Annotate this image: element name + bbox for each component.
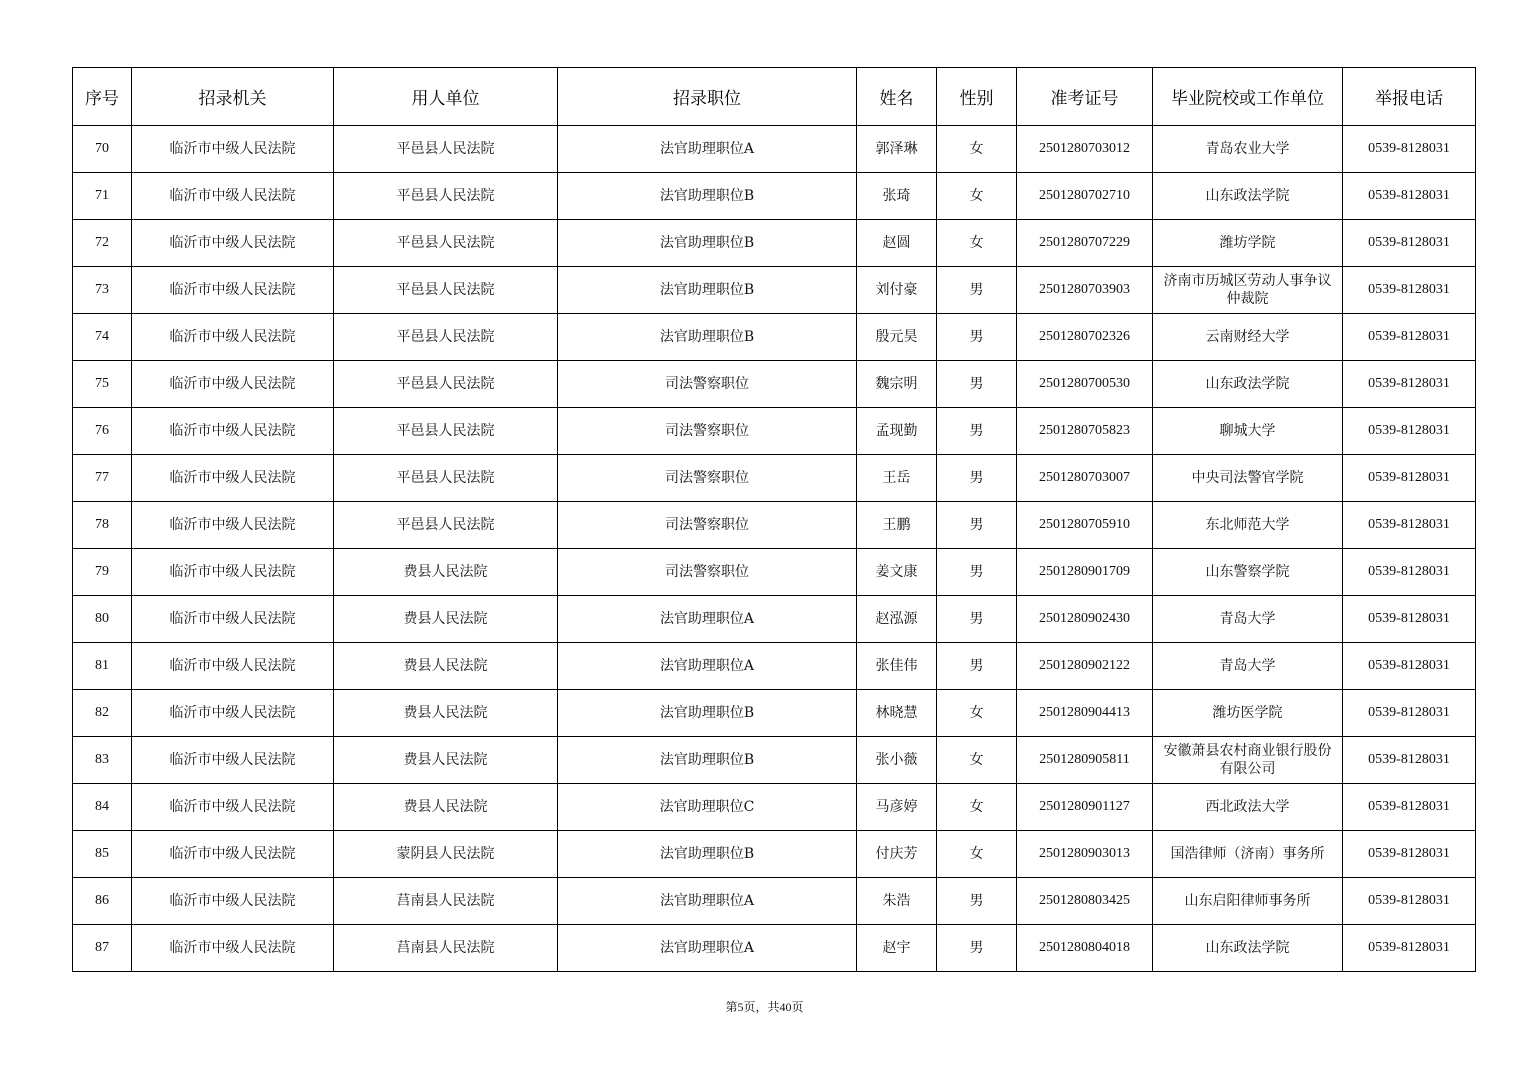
cell-school: 青岛大学 — [1153, 643, 1343, 690]
cell-name: 殷元昊 — [857, 314, 937, 361]
cell-employer: 费县人民法院 — [334, 737, 558, 784]
cell-phone: 0539-8128031 — [1343, 596, 1476, 643]
cell-school: 国浩律师（济南）事务所 — [1153, 831, 1343, 878]
cell-agency: 临沂市中级人民法院 — [132, 314, 334, 361]
cell-gender: 男 — [937, 643, 1017, 690]
cell-exam-id: 2501280700530 — [1017, 361, 1153, 408]
cell-exam-id: 2501280703903 — [1017, 267, 1153, 314]
table-row — [73, 361, 1476, 408]
cell-name: 马彦婷 — [857, 784, 937, 831]
cell-position: 法官助理职位A — [558, 643, 857, 690]
cell-phone: 0539-8128031 — [1343, 220, 1476, 267]
cell-school: 潍坊学院 — [1153, 220, 1343, 267]
cell-seq: 82 — [73, 690, 132, 737]
table-row — [73, 173, 1476, 220]
table-body — [73, 126, 1476, 972]
cell-exam-id: 2501280703007 — [1017, 455, 1153, 502]
cell-school: 安徽萧县农村商业银行股份有限公司 — [1153, 737, 1343, 784]
table-row — [73, 455, 1476, 502]
cell-school: 西北政法大学 — [1153, 784, 1343, 831]
cell-agency: 临沂市中级人民法院 — [132, 267, 334, 314]
cell-employer: 费县人民法院 — [334, 784, 558, 831]
cell-agency: 临沂市中级人民法院 — [132, 925, 334, 972]
cell-seq: 86 — [73, 878, 132, 925]
cell-agency: 临沂市中级人民法院 — [132, 408, 334, 455]
header-recruiting-agency: 招录机关 — [132, 68, 334, 126]
cell-gender: 男 — [937, 408, 1017, 455]
cell-agency: 临沂市中级人民法院 — [132, 690, 334, 737]
cell-gender: 男 — [937, 502, 1017, 549]
cell-gender: 男 — [937, 455, 1017, 502]
cell-phone: 0539-8128031 — [1343, 267, 1476, 314]
cell-phone: 0539-8128031 — [1343, 690, 1476, 737]
cell-agency: 临沂市中级人民法院 — [132, 455, 334, 502]
cell-gender: 女 — [937, 831, 1017, 878]
cell-name: 刘付豪 — [857, 267, 937, 314]
cell-position: 法官助理职位B — [558, 314, 857, 361]
cell-position: 法官助理职位A — [558, 925, 857, 972]
cell-gender: 男 — [937, 925, 1017, 972]
header-gender: 性别 — [937, 68, 1017, 126]
cell-seq: 72 — [73, 220, 132, 267]
page-footer: 第5页，共40页 — [725, 1000, 804, 1014]
cell-position: 司法警察职位 — [558, 455, 857, 502]
cell-position: 法官助理职位A — [558, 596, 857, 643]
table-row — [73, 925, 1476, 972]
table-row — [73, 220, 1476, 267]
cell-phone: 0539-8128031 — [1343, 408, 1476, 455]
cell-position: 法官助理职位C — [558, 784, 857, 831]
table-row — [73, 126, 1476, 173]
cell-exam-id: 2501280902122 — [1017, 643, 1153, 690]
cell-position: 法官助理职位B — [558, 267, 857, 314]
cell-seq: 87 — [73, 925, 132, 972]
cell-gender: 男 — [937, 267, 1017, 314]
cell-school: 青岛农业大学 — [1153, 126, 1343, 173]
cell-phone: 0539-8128031 — [1343, 455, 1476, 502]
cell-name: 赵圆 — [857, 220, 937, 267]
cell-school: 东北师范大学 — [1153, 502, 1343, 549]
cell-exam-id: 2501280702326 — [1017, 314, 1153, 361]
cell-name: 张琦 — [857, 173, 937, 220]
cell-gender: 男 — [937, 314, 1017, 361]
cell-seq: 81 — [73, 643, 132, 690]
cell-employer: 平邑县人民法院 — [334, 314, 558, 361]
header-seq: 序号 — [73, 68, 132, 126]
cell-school: 青岛大学 — [1153, 596, 1343, 643]
cell-agency: 临沂市中级人民法院 — [132, 596, 334, 643]
cell-employer: 费县人民法院 — [334, 643, 558, 690]
cell-phone: 0539-8128031 — [1343, 502, 1476, 549]
cell-seq: 70 — [73, 126, 132, 173]
cell-school: 山东警察学院 — [1153, 549, 1343, 596]
cell-agency: 临沂市中级人民法院 — [132, 784, 334, 831]
table-row — [73, 643, 1476, 690]
cell-name: 付庆芳 — [857, 831, 937, 878]
cell-phone: 0539-8128031 — [1343, 878, 1476, 925]
table-row — [73, 784, 1476, 831]
cell-exam-id: 2501280804018 — [1017, 925, 1153, 972]
cell-phone: 0539-8128031 — [1343, 549, 1476, 596]
cell-position: 法官助理职位B — [558, 220, 857, 267]
table-row — [73, 737, 1476, 784]
cell-school: 中央司法警官学院 — [1153, 455, 1343, 502]
cell-name: 林晓慧 — [857, 690, 937, 737]
cell-name: 孟现勤 — [857, 408, 937, 455]
cell-agency: 临沂市中级人民法院 — [132, 126, 334, 173]
cell-position: 法官助理职位B — [558, 737, 857, 784]
cell-employer: 费县人民法院 — [334, 596, 558, 643]
cell-exam-id: 2501280705910 — [1017, 502, 1153, 549]
cell-school: 云南财经大学 — [1153, 314, 1343, 361]
table-header-row — [73, 68, 1476, 126]
cell-seq: 84 — [73, 784, 132, 831]
cell-school: 潍坊医学院 — [1153, 690, 1343, 737]
cell-gender: 女 — [937, 784, 1017, 831]
header-school-or-workplace: 毕业院校或工作单位 — [1153, 68, 1343, 126]
cell-exam-id: 2501280901709 — [1017, 549, 1153, 596]
cell-seq: 73 — [73, 267, 132, 314]
cell-school: 山东启阳律师事务所 — [1153, 878, 1343, 925]
cell-phone: 0539-8128031 — [1343, 173, 1476, 220]
cell-school: 济南市历城区劳动人事争议仲裁院 — [1153, 267, 1343, 314]
cell-seq: 83 — [73, 737, 132, 784]
cell-exam-id: 2501280901127 — [1017, 784, 1153, 831]
cell-position: 法官助理职位A — [558, 126, 857, 173]
cell-gender: 女 — [937, 126, 1017, 173]
cell-exam-id: 2501280903013 — [1017, 831, 1153, 878]
cell-seq: 75 — [73, 361, 132, 408]
cell-employer: 莒南县人民法院 — [334, 878, 558, 925]
cell-position: 司法警察职位 — [558, 502, 857, 549]
table-row — [73, 267, 1476, 314]
cell-phone: 0539-8128031 — [1343, 361, 1476, 408]
cell-employer: 蒙阴县人民法院 — [334, 831, 558, 878]
cell-employer: 费县人民法院 — [334, 549, 558, 596]
cell-agency: 临沂市中级人民法院 — [132, 878, 334, 925]
cell-employer: 平邑县人民法院 — [334, 220, 558, 267]
cell-school: 聊城大学 — [1153, 408, 1343, 455]
cell-seq: 80 — [73, 596, 132, 643]
cell-exam-id: 2501280905811 — [1017, 737, 1153, 784]
header-employer: 用人单位 — [334, 68, 558, 126]
cell-position: 司法警察职位 — [558, 549, 857, 596]
cell-phone: 0539-8128031 — [1343, 925, 1476, 972]
table-row — [73, 408, 1476, 455]
cell-gender: 女 — [937, 173, 1017, 220]
cell-employer: 平邑县人民法院 — [334, 361, 558, 408]
cell-phone: 0539-8128031 — [1343, 314, 1476, 361]
cell-employer: 平邑县人民法院 — [334, 455, 558, 502]
cell-agency: 临沂市中级人民法院 — [132, 220, 334, 267]
table-row — [73, 502, 1476, 549]
cell-school: 山东政法学院 — [1153, 925, 1343, 972]
header-position: 招录职位 — [558, 68, 857, 126]
cell-school: 山东政法学院 — [1153, 173, 1343, 220]
cell-gender: 女 — [937, 220, 1017, 267]
cell-employer: 平邑县人民法院 — [334, 126, 558, 173]
cell-gender: 男 — [937, 361, 1017, 408]
cell-seq: 71 — [73, 173, 132, 220]
cell-name: 张佳伟 — [857, 643, 937, 690]
table-row — [73, 690, 1476, 737]
cell-position: 司法警察职位 — [558, 361, 857, 408]
cell-seq: 77 — [73, 455, 132, 502]
cell-agency: 临沂市中级人民法院 — [132, 737, 334, 784]
cell-exam-id: 2501280904413 — [1017, 690, 1153, 737]
cell-name: 朱浩 — [857, 878, 937, 925]
cell-name: 王岳 — [857, 455, 937, 502]
cell-gender: 男 — [937, 549, 1017, 596]
cell-phone: 0539-8128031 — [1343, 126, 1476, 173]
cell-exam-id: 2501280703012 — [1017, 126, 1153, 173]
cell-employer: 莒南县人民法院 — [334, 925, 558, 972]
header-name: 姓名 — [857, 68, 937, 126]
cell-employer: 平邑县人民法院 — [334, 267, 558, 314]
cell-agency: 临沂市中级人民法院 — [132, 549, 334, 596]
cell-agency: 临沂市中级人民法院 — [132, 361, 334, 408]
table-row — [73, 596, 1476, 643]
cell-employer: 平邑县人民法院 — [334, 502, 558, 549]
table-row — [73, 314, 1476, 361]
header-report-phone: 举报电话 — [1343, 68, 1476, 126]
cell-gender: 男 — [937, 596, 1017, 643]
cell-seq: 74 — [73, 314, 132, 361]
cell-seq: 85 — [73, 831, 132, 878]
table-row — [73, 878, 1476, 925]
cell-agency: 临沂市中级人民法院 — [132, 643, 334, 690]
cell-phone: 0539-8128031 — [1343, 784, 1476, 831]
cell-agency: 临沂市中级人民法院 — [132, 831, 334, 878]
cell-position: 司法警察职位 — [558, 408, 857, 455]
cell-position: 法官助理职位B — [558, 173, 857, 220]
cell-exam-id: 2501280702710 — [1017, 173, 1153, 220]
cell-gender: 男 — [937, 878, 1017, 925]
cell-seq: 79 — [73, 549, 132, 596]
cell-position: 法官助理职位B — [558, 831, 857, 878]
cell-name: 张小薇 — [857, 737, 937, 784]
cell-gender: 女 — [937, 737, 1017, 784]
cell-gender: 女 — [937, 690, 1017, 737]
table-row — [73, 549, 1476, 596]
cell-employer: 平邑县人民法院 — [334, 408, 558, 455]
cell-name: 魏宗明 — [857, 361, 937, 408]
cell-agency: 临沂市中级人民法院 — [132, 173, 334, 220]
table-row — [73, 831, 1476, 878]
cell-seq: 78 — [73, 502, 132, 549]
cell-seq: 76 — [73, 408, 132, 455]
cell-name: 王鹏 — [857, 502, 937, 549]
cell-name: 赵泓源 — [857, 596, 937, 643]
candidate-table — [72, 67, 1476, 972]
cell-exam-id: 2501280707229 — [1017, 220, 1153, 267]
cell-phone: 0539-8128031 — [1343, 831, 1476, 878]
cell-name: 郭泽琳 — [857, 126, 937, 173]
cell-position: 法官助理职位B — [558, 690, 857, 737]
cell-exam-id: 2501280705823 — [1017, 408, 1153, 455]
cell-phone: 0539-8128031 — [1343, 737, 1476, 784]
cell-position: 法官助理职位A — [558, 878, 857, 925]
cell-school: 山东政法学院 — [1153, 361, 1343, 408]
cell-exam-id: 2501280902430 — [1017, 596, 1153, 643]
cell-phone: 0539-8128031 — [1343, 643, 1476, 690]
cell-name: 赵宇 — [857, 925, 937, 972]
cell-employer: 费县人民法院 — [334, 690, 558, 737]
cell-exam-id: 2501280803425 — [1017, 878, 1153, 925]
cell-employer: 平邑县人民法院 — [334, 173, 558, 220]
cell-name: 姜文康 — [857, 549, 937, 596]
header-exam-id: 准考证号 — [1017, 68, 1153, 126]
cell-agency: 临沂市中级人民法院 — [132, 502, 334, 549]
